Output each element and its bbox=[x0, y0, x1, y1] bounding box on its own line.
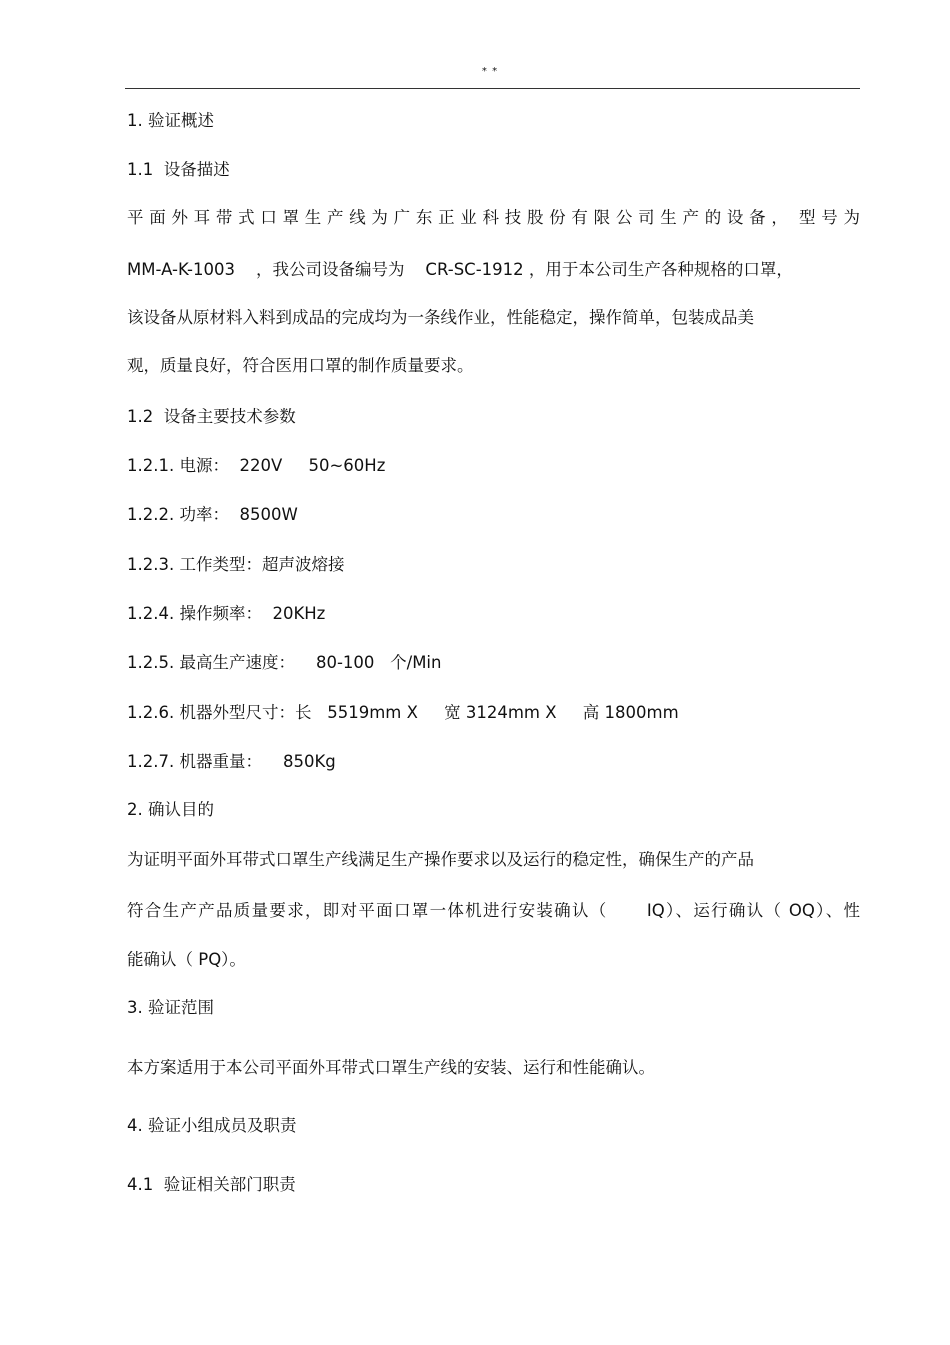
spec-item: 1.2.5. 最高生产速度： 80-100 个/Min bbox=[127, 653, 442, 672]
spec-item: 1.2.2. 功率： 8500W bbox=[127, 505, 298, 524]
subsection-heading-1-1: 1.1 设备描述 bbox=[127, 160, 230, 179]
section-heading-2: 2. 确认目的 bbox=[127, 800, 214, 819]
spec-item: 1.2.7. 机器重量： 850Kg bbox=[127, 752, 336, 771]
paragraph-line: 该设备从原材料入料到成品的完成均为一条线作业，性能稳定，操作简单，包装成品美 bbox=[127, 308, 754, 327]
subsection-heading-4-1: 4.1 验证相关部门职责 bbox=[127, 1175, 296, 1194]
paragraph-line: 观，质量良好，符合医用口罩的制作质量要求。 bbox=[127, 356, 474, 375]
section-heading-3: 3. 验证范围 bbox=[127, 998, 214, 1017]
spec-item: 1.2.6. 机器外型尺寸：长 5519mm X 宽 3124mm X 高 1800mm bbox=[127, 703, 679, 722]
paragraph-line: 平 面 外 耳 带 式 口 罩 生 产 线 为 广 东 正 业 科 技 股 份 有 限 公 司 生 产 的 设 备 ， 型 号 为 bbox=[127, 208, 860, 227]
paragraph-line: 为证明平面外耳带式口罩生产线满足生产操作要求以及运行的稳定性，确保生产的产品 bbox=[127, 850, 754, 869]
paragraph-line: 能确认（ PQ）。 bbox=[127, 950, 246, 969]
spec-item: 1.2.4. 操作频率： 20KHz bbox=[127, 604, 326, 623]
paragraph-line: 符合生产产品质量要求，即对平面口罩一体机进行安装确认（ IQ）、运行确认（ OQ）、性 bbox=[127, 901, 860, 920]
paragraph-line: 本方案适用于本公司平面外耳带式口罩生产线的安装、运行和性能确认。 bbox=[127, 1058, 655, 1077]
section-heading-1: 1. 验证概述 bbox=[127, 111, 214, 130]
section-heading-4: 4. 验证小组成员及职责 bbox=[127, 1116, 297, 1135]
header-divider bbox=[125, 88, 860, 89]
spec-item: 1.2.3. 工作类型：超声波熔接 bbox=[127, 555, 345, 574]
paragraph-line: MM-A-K-1003 ，我公司设备编号为 CR-SC-1912 ，用于本公司生产各种规格的口罩， bbox=[127, 260, 793, 279]
spec-item: 1.2.1. 电源： 220V 50~60Hz bbox=[127, 456, 386, 475]
page-header-mark: * * bbox=[481, 66, 499, 77]
subsection-heading-1-2: 1.2 设备主要技术参数 bbox=[127, 407, 296, 426]
